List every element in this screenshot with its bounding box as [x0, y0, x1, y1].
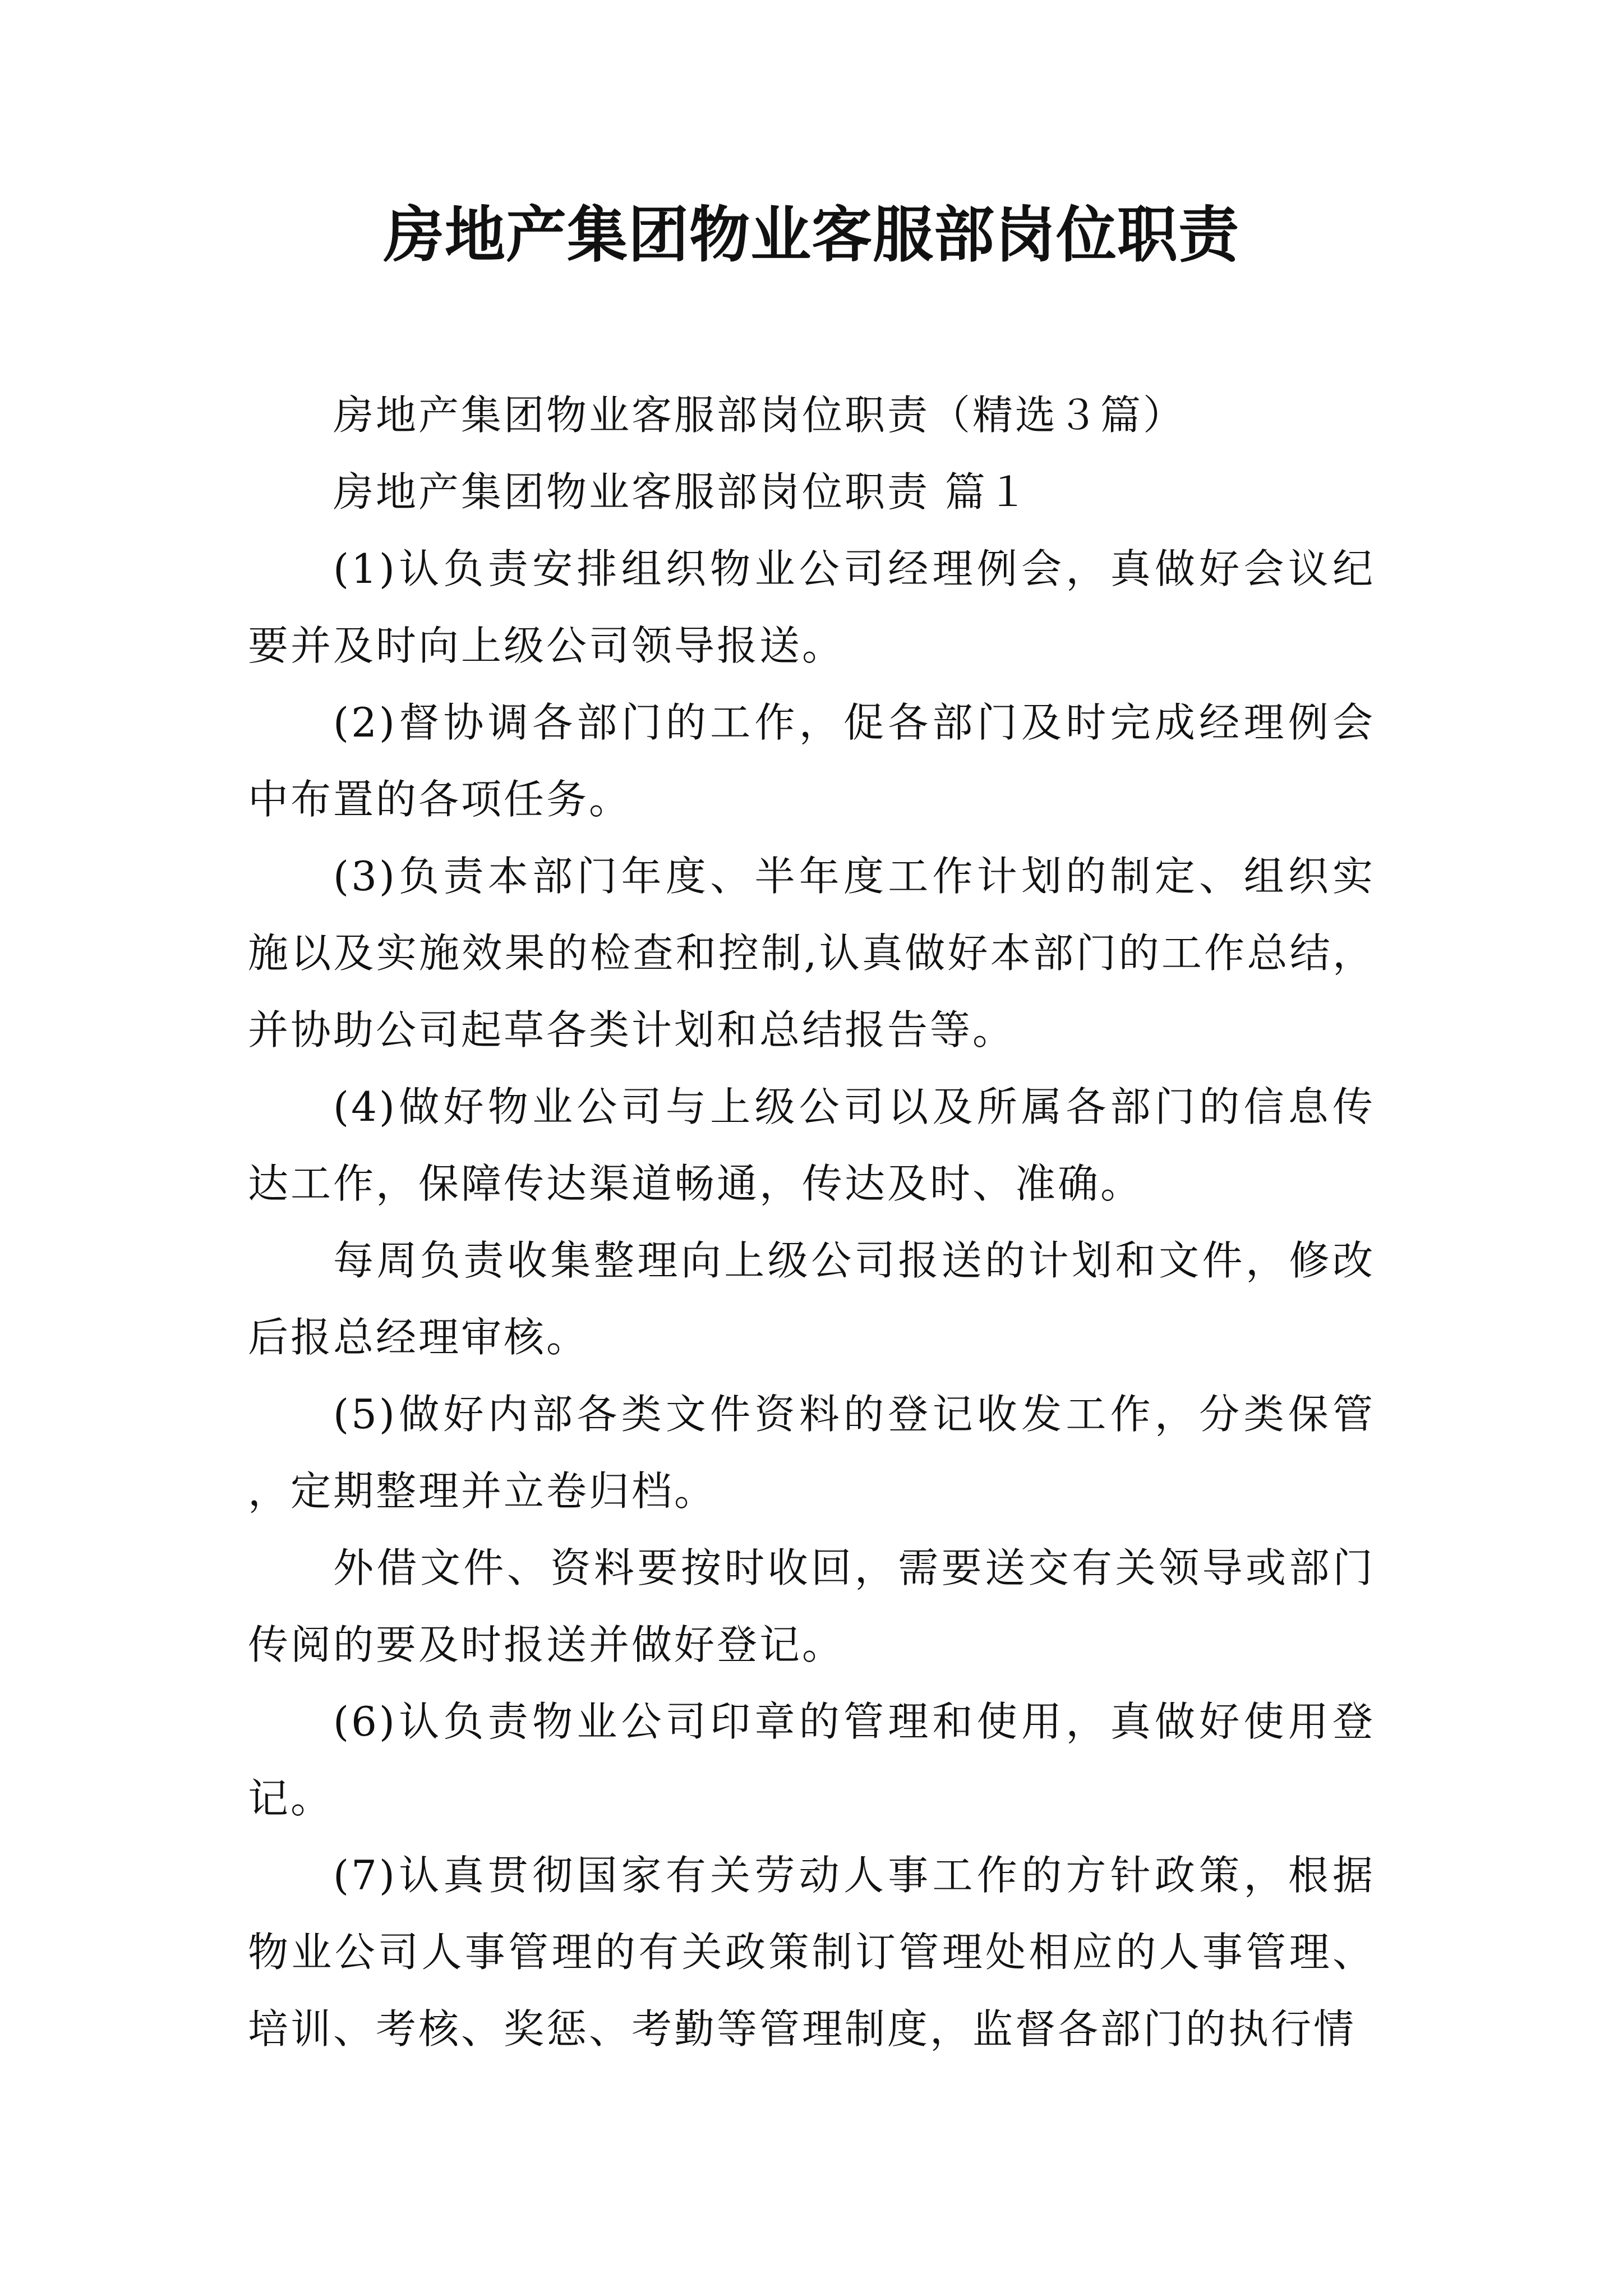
document-title: 房地产集团物业客服部岗位职责 — [383, 200, 1239, 270]
paragraph-8: (6)认负责物业公司印章的管理和使用，真做好使用登记。 — [248, 1698, 1375, 1822]
paragraph-5: 每周负责收集整理向上级公司报送的计划和文件，修改后报总经理审核。 — [248, 1237, 1375, 1361]
paragraph-9: (7)认真贯彻国家有关劳动人事工作的方针政策，根据物业公司人事管理的有关政策制订管理处相应的人事管理、培训、考核、奖惩、考勤等管理制度，监督各部门的执行情 — [248, 1852, 1375, 2053]
paragraph-4: (4)做好物业公司与上级公司以及所属各部门的信息传达工作，保障传达渠道畅通，传达及时、准确。 — [248, 1083, 1375, 1207]
paragraph-1: (1)认负责安排组织物业公司经理例会，真做好会议纪要并及时向上级公司领导报送。 — [248, 545, 1375, 669]
document-body — [248, 377, 1375, 2068]
paragraph-2: (2)督协调各部门的工作，促各部门及时完成经理例会中布置的各项任务。 — [248, 699, 1375, 823]
section-heading: 房地产集团物业客服部岗位职责 篇１ — [333, 468, 1030, 516]
paragraph-3: (3)负责本部门年度、半年度工作计划的制定、组织实施以及实施效果的检查和控制,认真做好本部门的工作总结，并协助公司起草各类计划和总结报告等。 — [248, 853, 1375, 1053]
paragraph-7: 外借文件、资料要按时收回，需要送交有关领导或部门传阅的要及时报送并做好登记。 — [248, 1544, 1375, 1668]
paragraph-6: (5)做好内部各类文件资料的登记收发工作，分类保管，定期整理并立卷归档。 — [248, 1391, 1375, 1515]
document-subtitle: 房地产集团物业客服部岗位职责（精选３篇） — [333, 392, 1186, 439]
